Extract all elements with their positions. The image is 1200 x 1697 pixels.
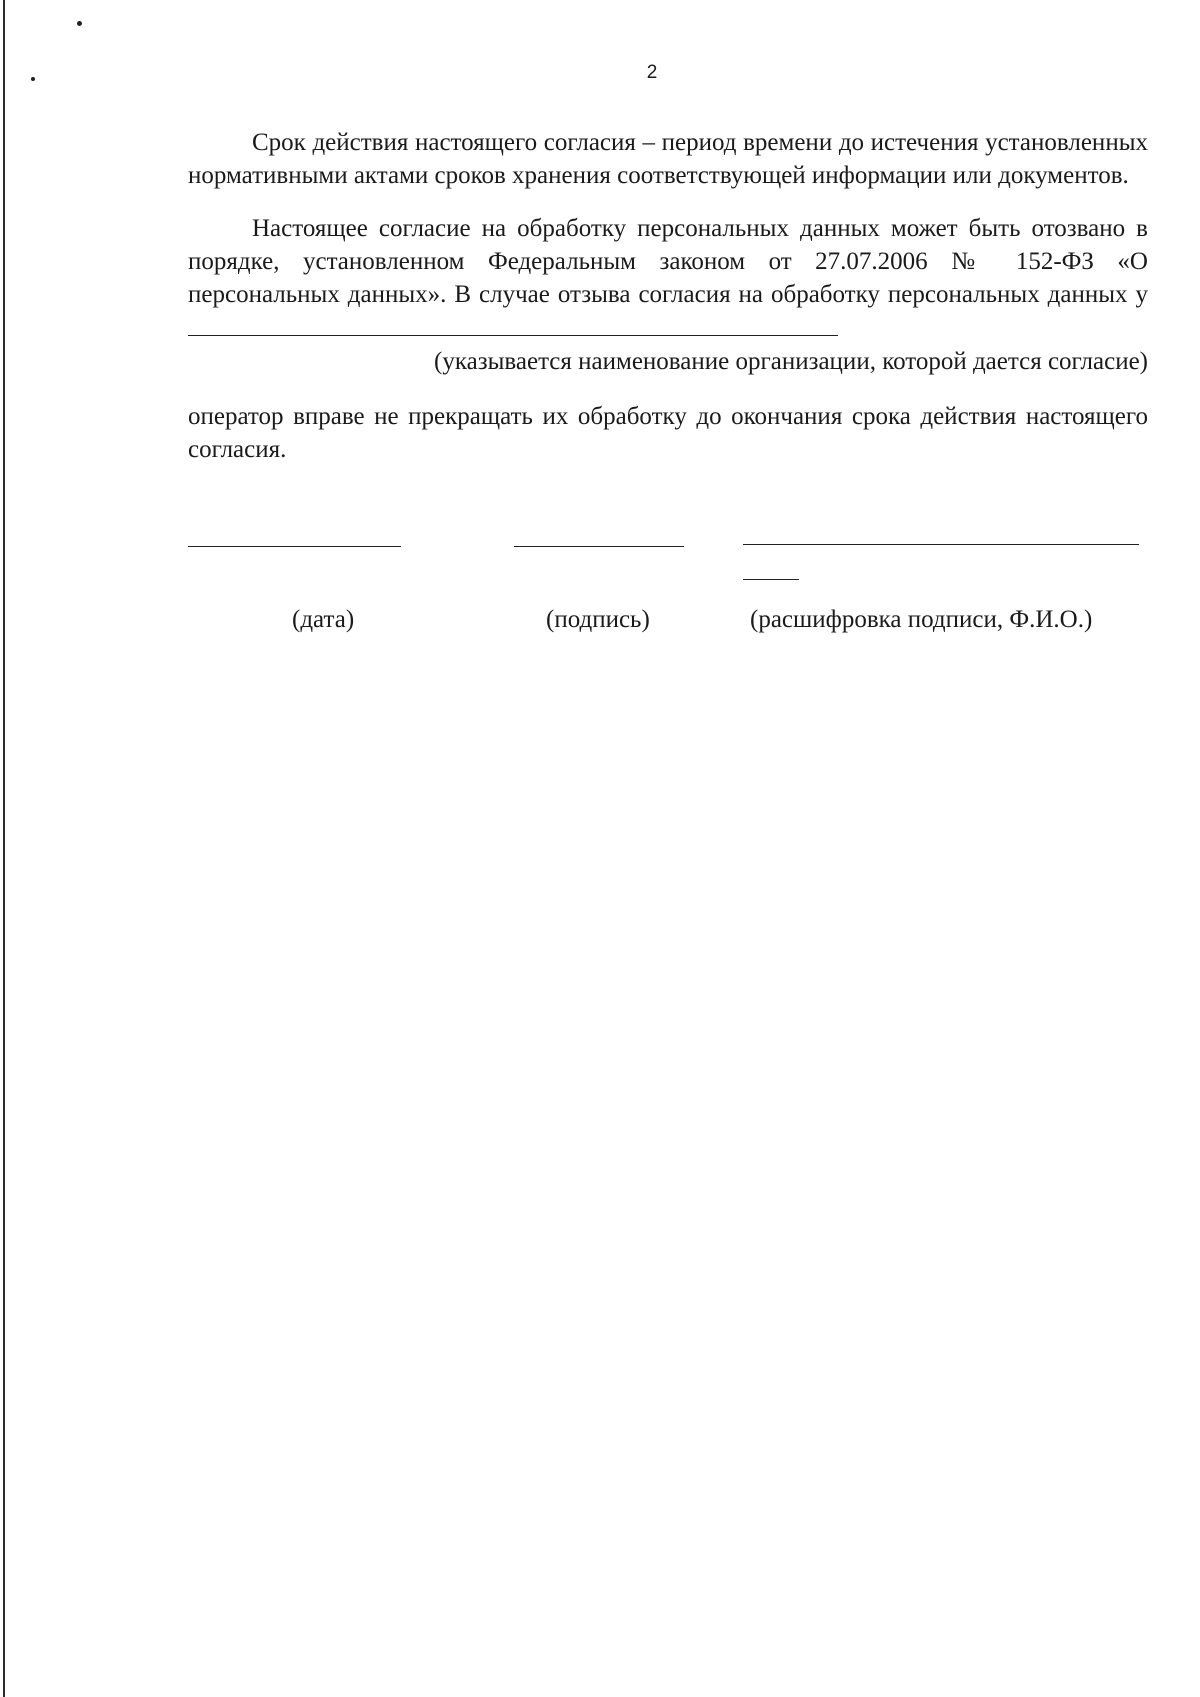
consent-validity-paragraph: Срок действия настоящего согласия – период времени до истечения установленных нормативными актами сроков хранения соответствующей информации или документов.: [188, 129, 1148, 189]
operator-rights-paragraph: оператор вправе не прекращать их обработку до окончания срока действия настоящего согласия.: [188, 403, 1148, 463]
document-body: [188, 126, 1148, 466]
signature-line[interactable]: [514, 546, 684, 547]
signature-label: (подпись): [546, 606, 650, 633]
scan-speck: [77, 21, 82, 26]
page-number: 2: [646, 62, 658, 83]
date-label: (дата): [292, 606, 355, 633]
consent-withdrawal-paragraph: [188, 212, 1148, 345]
organization-fill-line[interactable]: [188, 311, 838, 336]
scan-speck: [31, 77, 35, 81]
full-name-signature-line-continuation: [743, 579, 799, 580]
scan-edge-line: [3, 0, 5, 1697]
date-signature-line[interactable]: [188, 546, 401, 547]
consent-withdrawal-text: Настоящее согласие на обработку персональных данных может быть отозвано в порядке, установленном Федеральным законом от 27.07.2006 № 152-ФЗ «О персональных данных». В случае отзыва согласия на обработку персональных данных у: [188, 215, 1148, 308]
organization-hint: (указывается наименование организации, которой дается согласие): [434, 348, 1148, 375]
full-name-label: (расшифровка подписи, Ф.И.О.): [750, 606, 1093, 633]
full-name-signature-line[interactable]: [743, 544, 1139, 545]
